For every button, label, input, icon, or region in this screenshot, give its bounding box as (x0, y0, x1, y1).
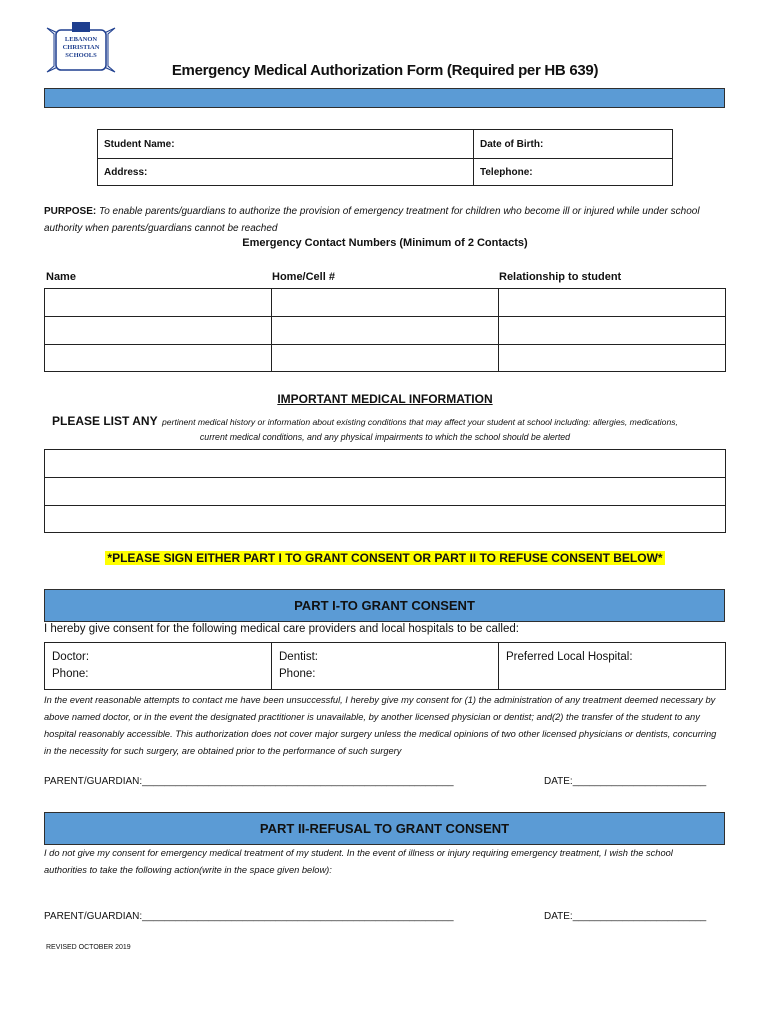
contact-cell[interactable] (45, 345, 272, 371)
part1-parent-signature[interactable] (44, 776, 454, 787)
sign-notice-wrap (0, 549, 770, 567)
providers-table (44, 642, 726, 690)
student-name-field[interactable]: Student Name: (104, 139, 175, 150)
medical-info-table (44, 449, 726, 533)
doctor-phone-label: Phone: (52, 668, 89, 680)
date-of-birth-field[interactable]: Date of Birth: (480, 139, 544, 150)
logo-text-3: SCHOOLS (65, 52, 97, 59)
part1-line: hospital reasonably accessible. This authorization does not cover major surgery unless the medical opinions of two other licensed physicians or dentists, concurring (44, 729, 717, 739)
contact-cell[interactable] (45, 289, 272, 317)
date-label: DATE: (544, 911, 573, 922)
medical-instructions (52, 412, 732, 430)
dentist-label: Dentist: (279, 651, 318, 663)
student-info-table (97, 129, 673, 186)
col-relationship: Relationship to student (499, 271, 622, 283)
part2-line: authorities to take the following action(write in the space given below): (44, 865, 332, 875)
contact-cell[interactable] (272, 289, 499, 317)
contact-cell[interactable] (45, 317, 272, 345)
medical-row[interactable] (45, 450, 725, 478)
medical-text-2: current medical conditions, and any physical impairments to which the school should be alerted (199, 432, 571, 442)
page-title: Emergency Medical Authorization Form (Required per HB 639) (171, 62, 599, 79)
date-line: ________________________ (572, 911, 707, 922)
contacts-table (44, 288, 726, 372)
logo-text-2: CHRISTIAN (62, 44, 100, 51)
contact-cell[interactable] (499, 317, 725, 345)
col-name: Name (46, 271, 76, 283)
part1-authorization-text (44, 692, 734, 760)
parent-label: PARENT/GUARDIAN: (44, 776, 143, 787)
dentist-cell[interactable] (272, 643, 499, 689)
doctor-label: Doctor: (52, 651, 90, 663)
dentist-phone-label: Phone: (279, 668, 316, 680)
address-field[interactable]: Address: (104, 167, 148, 178)
purpose-text: To enable parents/guardians to authorize the provision of emergency treatment for children who become ill or injured while under school authority when parents/guardians cannot be reached (44, 206, 700, 234)
part2-heading: PART II-REFUSAL TO GRANT CONSENT (44, 812, 725, 845)
logo-text-1: LEBANON (64, 36, 98, 43)
parent-line: ________________________________________________________ (142, 911, 454, 922)
medical-text-1: pertinent medical history or information about existing conditions that may affect your student at school including: allergies, medications, (162, 417, 678, 427)
part2-text (44, 845, 734, 879)
part2-line: I do not give my consent for emergency medical treatment of my student. In the event of illness or injury requiring emergency treatment, I wish the school (44, 848, 673, 858)
part1-heading: PART I-TO GRANT CONSENT (44, 589, 725, 622)
part1-line: in the necessity for such surgery, are obtained prior to the performance of such surgery (44, 746, 402, 756)
hospital-cell[interactable] (499, 643, 725, 689)
part1-line: above named doctor, or in the event the designated practitioner is unavailable, by another licensed physician or dentist; and(2) the transfer of the student to any (44, 712, 700, 722)
purpose-paragraph (44, 203, 728, 237)
telephone-field[interactable]: Telephone: (480, 167, 533, 178)
purpose-label: PURPOSE: (44, 206, 97, 217)
doctor-cell[interactable] (45, 643, 272, 689)
title-bar (44, 88, 725, 108)
sign-notice: *PLEASE SIGN EITHER PART I TO GRANT CONSENT OR PART II TO REFUSE CONSENT BELOW* (107, 551, 663, 565)
part1-date-field[interactable] (544, 776, 706, 787)
parent-label: PARENT/GUARDIAN: (44, 911, 143, 922)
medical-lead: PLEASE LIST ANY (52, 414, 158, 428)
medical-heading: IMPORTANT MEDICAL INFORMATION (277, 392, 493, 406)
medical-row[interactable] (45, 506, 725, 532)
date-label: DATE: (544, 776, 573, 787)
part1-line: In the event reasonable attempts to contact me have been unsuccessful, I hereby give my consent for (1) the administration of any treatment deemed necessary by (44, 695, 716, 705)
contact-cell[interactable] (499, 345, 725, 371)
revised-date: REVISED OCTOBER 2019 (46, 944, 131, 951)
medical-row[interactable] (45, 478, 725, 506)
part2-date-field[interactable] (544, 911, 706, 922)
parent-line: ________________________________________________________ (142, 776, 454, 787)
contact-cell[interactable] (272, 345, 499, 371)
contact-cell[interactable] (499, 289, 725, 317)
date-line: ________________________ (572, 776, 707, 787)
col-home-cell: Home/Cell # (272, 271, 335, 283)
contact-cell[interactable] (272, 317, 499, 345)
part1-intro: I hereby give consent for the following medical care providers and local hospitals to be called: (44, 623, 519, 635)
contacts-heading: Emergency Contact Numbers (Minimum of 2 Contacts) (242, 237, 528, 249)
hospital-label: Preferred Local Hospital: (506, 651, 633, 663)
part2-parent-signature[interactable] (44, 911, 454, 922)
